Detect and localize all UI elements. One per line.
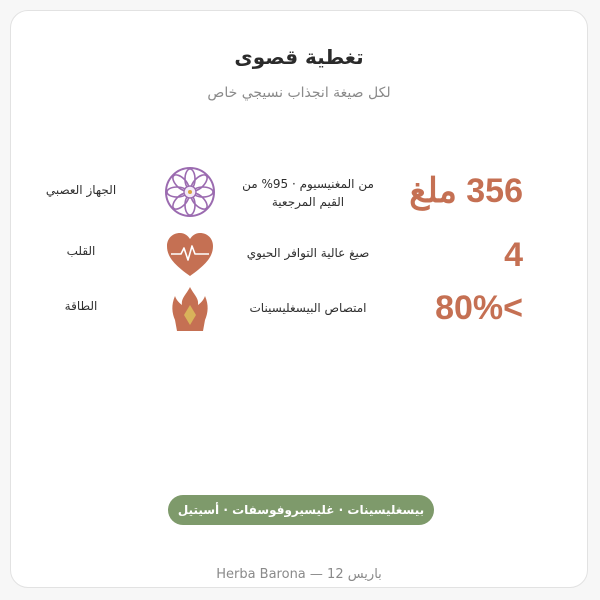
footer-text: باريس 12 — Herba Barona bbox=[216, 567, 382, 582]
flame-icon bbox=[163, 283, 217, 337]
stat-description: امتصاص البيسغليسينات bbox=[249, 301, 367, 315]
stat-value: 4 bbox=[504, 236, 523, 274]
ingredients-pill: بيسغليسينات · غليسيروفوسفات · أسيتيل تورينات bbox=[168, 495, 434, 525]
stat-label: القلب bbox=[66, 244, 96, 258]
stat-label: الطاقة bbox=[64, 299, 98, 313]
page-title: تغطية قصوى bbox=[234, 45, 364, 69]
stat-row-energy bbox=[11, 283, 587, 343]
page-subtitle: لكل صيغة انجذاب نسيجي خاص bbox=[207, 85, 391, 101]
info-card bbox=[10, 10, 588, 588]
stat-row-nervous-system bbox=[11, 165, 587, 225]
stat-label: الجهاز العصبي bbox=[45, 183, 117, 197]
flower-mandala-icon bbox=[163, 165, 217, 219]
stat-description: صيغ عالية التوافر الحيوي bbox=[246, 246, 370, 260]
stat-row-heart bbox=[11, 228, 587, 288]
stat-value: >80% bbox=[435, 289, 523, 327]
stat-description: من المغنيسيوم · 95% من القيم المرجعية bbox=[242, 177, 374, 209]
heart-pulse-icon bbox=[163, 228, 217, 282]
stat-value: 356 ملغ bbox=[409, 172, 523, 210]
